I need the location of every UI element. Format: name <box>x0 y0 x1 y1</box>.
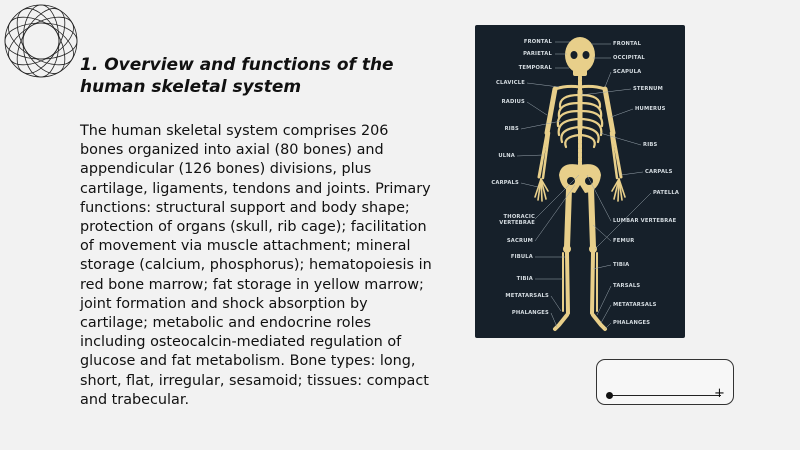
label-frontal-right: FRONTAL <box>613 41 642 47</box>
skeleton-figure <box>475 25 685 338</box>
slide-title <box>80 54 410 98</box>
label-temporal: TEMPORAL <box>518 65 552 71</box>
label-tibia-left: TIBIA <box>516 276 533 282</box>
label-humerus: HUMERUS <box>635 106 666 112</box>
label-metatarsals-right: METATARSALS <box>613 302 657 308</box>
label-phalanges-left: PHALANGES <box>511 310 549 316</box>
label-thoracic-vertebrae: THORACIC VERTEBRAE <box>499 214 535 226</box>
slide-title-line: 1. Overview and functions of the <box>80 55 394 75</box>
slide-body-text: The human skeletal system comprises 206 bones organized into axial (80 bones) and appendicular (126 bones) divisions, plus cartilage, ligaments, tendons and joints. Primary functions: structural support and body shape; protection of organs (skull, rib cage); facilitation of movement via muscle attachment; mineral storage (calcium, phosphorus); hematopoiesis in red bone marrow; fat storage in yellow marrow; joint formation and shock absorption by cartilage; metabolic and endocrine roles including osteocalcin-mediated regulation of glucose and fat metabolism. Bone types: long, short, flat, irregular, sesamoid; tissues: compact and trabecular. <box>80 123 432 408</box>
media-control-panel[interactable] <box>596 359 734 405</box>
label-metatarsals-left: METATARSALS <box>505 293 549 299</box>
label-scapula: SCAPULA <box>613 69 642 75</box>
label-lumbar-vertebrae: LUMBAR VERTEBRAE <box>613 218 677 224</box>
label-femur: FEMUR <box>613 238 635 244</box>
label-clavicle: CLAVICLE <box>496 80 525 86</box>
label-phalanges-right: PHALANGES <box>613 320 651 326</box>
label-radius: RADIUS <box>501 99 525 105</box>
decorative-circle-pattern-icon <box>2 2 80 80</box>
label-patella: PATELLA <box>653 190 680 196</box>
label-tarsals: TARSALS <box>613 283 641 289</box>
media-seek-track[interactable] <box>609 395 721 396</box>
label-occipital: OCCIPITAL <box>613 55 645 61</box>
label-frontal-left: FRONTAL <box>523 39 552 45</box>
label-tibia-right: TIBIA <box>613 262 630 268</box>
label-carpals-left: CARPALS <box>491 180 519 186</box>
label-ulna: ULNA <box>498 153 515 159</box>
label-sternum: STERNUM <box>633 86 663 92</box>
slide-title-line: human skeletal system <box>80 77 302 97</box>
plus-icon[interactable]: + <box>714 386 725 401</box>
label-fibula: FIBULA <box>510 254 533 260</box>
label-carpals-right: CARPALS <box>645 169 673 175</box>
label-parietal: PARIETAL <box>523 51 552 57</box>
slider-knob-icon[interactable] <box>606 392 613 399</box>
label-ribs-right: RIBS <box>643 142 658 148</box>
label-ribs-left: RIBS <box>504 126 519 132</box>
label-sacrum: SACRUM <box>506 238 533 244</box>
